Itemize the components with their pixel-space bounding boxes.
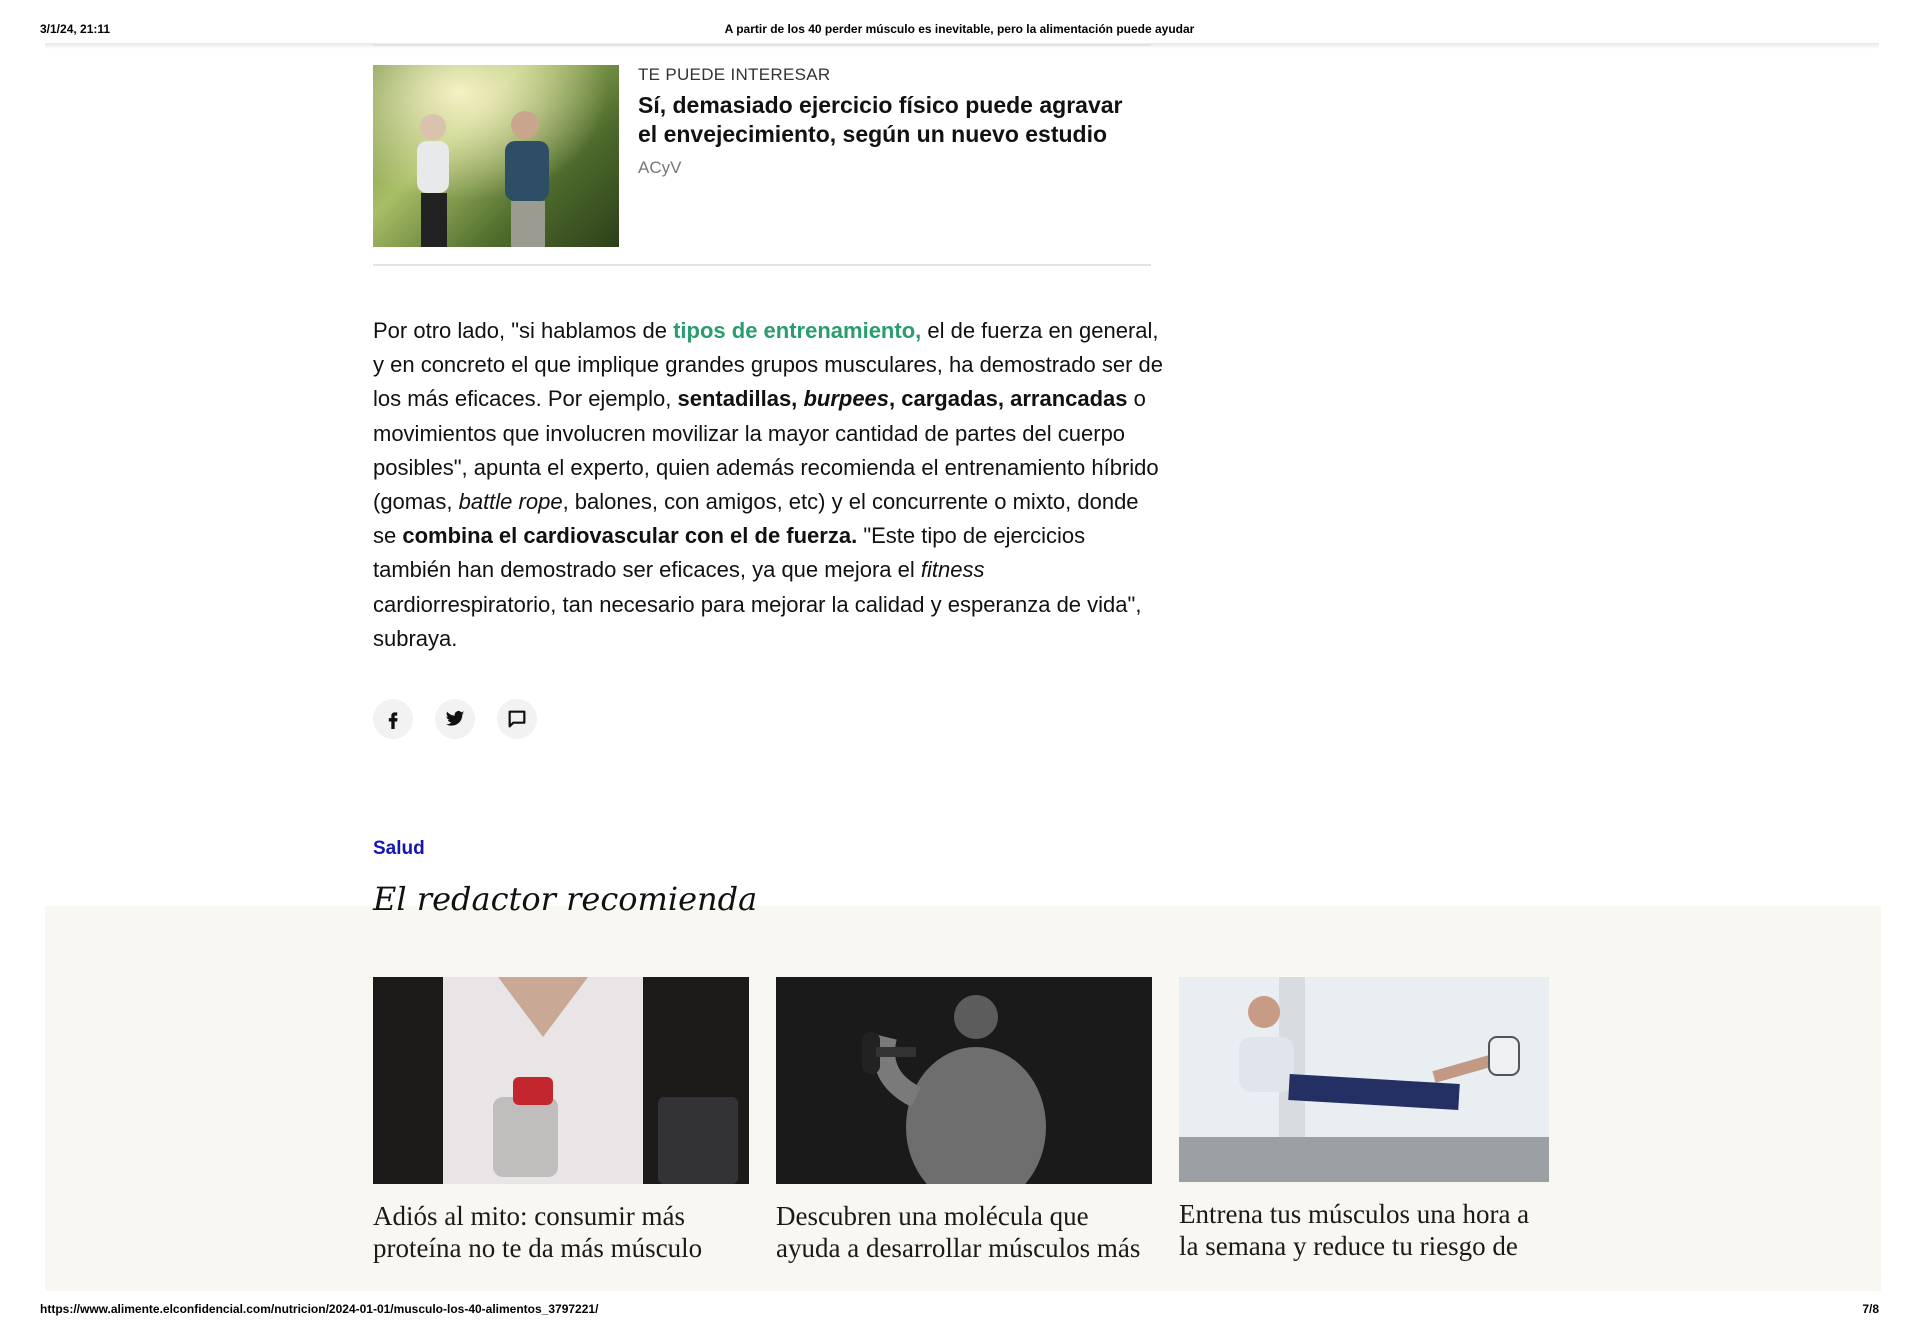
twitter-icon xyxy=(444,709,466,729)
paragraph-text: "Este tipo de ejercicios también han demostrado ser eficaces, ya que mejora el xyxy=(373,523,1086,583)
related-title[interactable]: Sí, demasiado ejercicio físico puede agravar el envejecimiento, según un nuevo estudio xyxy=(638,92,1123,147)
facebook-icon xyxy=(383,709,403,729)
emphasis-text: , cargadas, arrancadas xyxy=(889,386,1128,412)
paragraph-text: el de fuerza en general, y en concreto el que implique grandes grupos musculares, ha demostrado ser de los más eficaces. Por ejemplo, xyxy=(373,318,1164,412)
paragraph-text: , balones, con amigos, etc) y el concurrente o mixto, donde se xyxy=(373,489,1139,549)
card-title[interactable]: Adiós al mito: consumir más proteína no te da más músculo xyxy=(373,1201,703,1263)
paragraph-text: o movimientos que involucren movilizar la mayor cantidad de partes del cuerpo posibles", apunta el experto, quien además recomienda el entrenamiento híbrido (gomas, xyxy=(373,386,1159,515)
italic-text: fitness xyxy=(920,557,985,583)
recommend-card[interactable] xyxy=(373,977,749,1264)
page-number: 7/8 xyxy=(1862,1302,1879,1316)
comment-icon xyxy=(506,708,528,730)
twitter-share-button[interactable] xyxy=(435,699,475,739)
recommend-heading: El redactor recomienda xyxy=(373,880,758,918)
paragraph-text: Por otro lado, "si hablamos de xyxy=(373,318,674,343)
category-link[interactable]: Salud xyxy=(373,838,425,859)
related-thumbnail[interactable] xyxy=(373,65,619,247)
emphasis-italic-text: burpees xyxy=(803,386,890,412)
print-title: A partir de los 40 perder músculo es inevitable, pero la alimentación puede ayudar xyxy=(724,22,1195,36)
print-date: 3/1/24, 21:11 xyxy=(40,22,111,36)
comment-button[interactable] xyxy=(497,699,537,739)
print-header xyxy=(40,20,1879,40)
card-image[interactable] xyxy=(1179,977,1549,1182)
card-image[interactable] xyxy=(776,977,1152,1184)
italic-text: battle rope xyxy=(458,489,563,515)
card-title[interactable]: Entrena tus músculos una hora a la semana y reduce tu riesgo de xyxy=(1179,1199,1530,1261)
paragraph-text: cardiorrespiratorio, tan necesario para mejorar la calidad y esperanza de vida", subraya. xyxy=(373,591,1142,651)
training-types-link[interactable]: tipos de entrenamiento, xyxy=(673,318,922,343)
recommend-card[interactable] xyxy=(1179,977,1549,1262)
article-paragraph xyxy=(373,314,1163,656)
card-title[interactable]: Descubren una molécula que ayuda a desarrollar músculos más xyxy=(776,1201,1141,1263)
recommend-cards xyxy=(373,977,1553,1277)
card-image[interactable] xyxy=(373,977,749,1184)
emphasis-text: sentadillas, xyxy=(677,386,798,412)
recommend-card[interactable] xyxy=(776,977,1152,1264)
related-article[interactable] xyxy=(373,44,1151,266)
share-bar xyxy=(373,699,537,739)
emphasis-text: combina el cardiovascular con el de fuerza. xyxy=(402,523,858,549)
related-source: ACyV xyxy=(638,158,682,177)
emphasis-text xyxy=(803,386,889,411)
facebook-share-button[interactable] xyxy=(373,699,413,739)
related-kicker: TE PUEDE INTERESAR xyxy=(638,65,831,84)
print-url: https://www.alimente.elconfidencial.com/nutricion/2024-01-01/musculo-los-40-alimentos_3797221/ xyxy=(40,1302,599,1316)
